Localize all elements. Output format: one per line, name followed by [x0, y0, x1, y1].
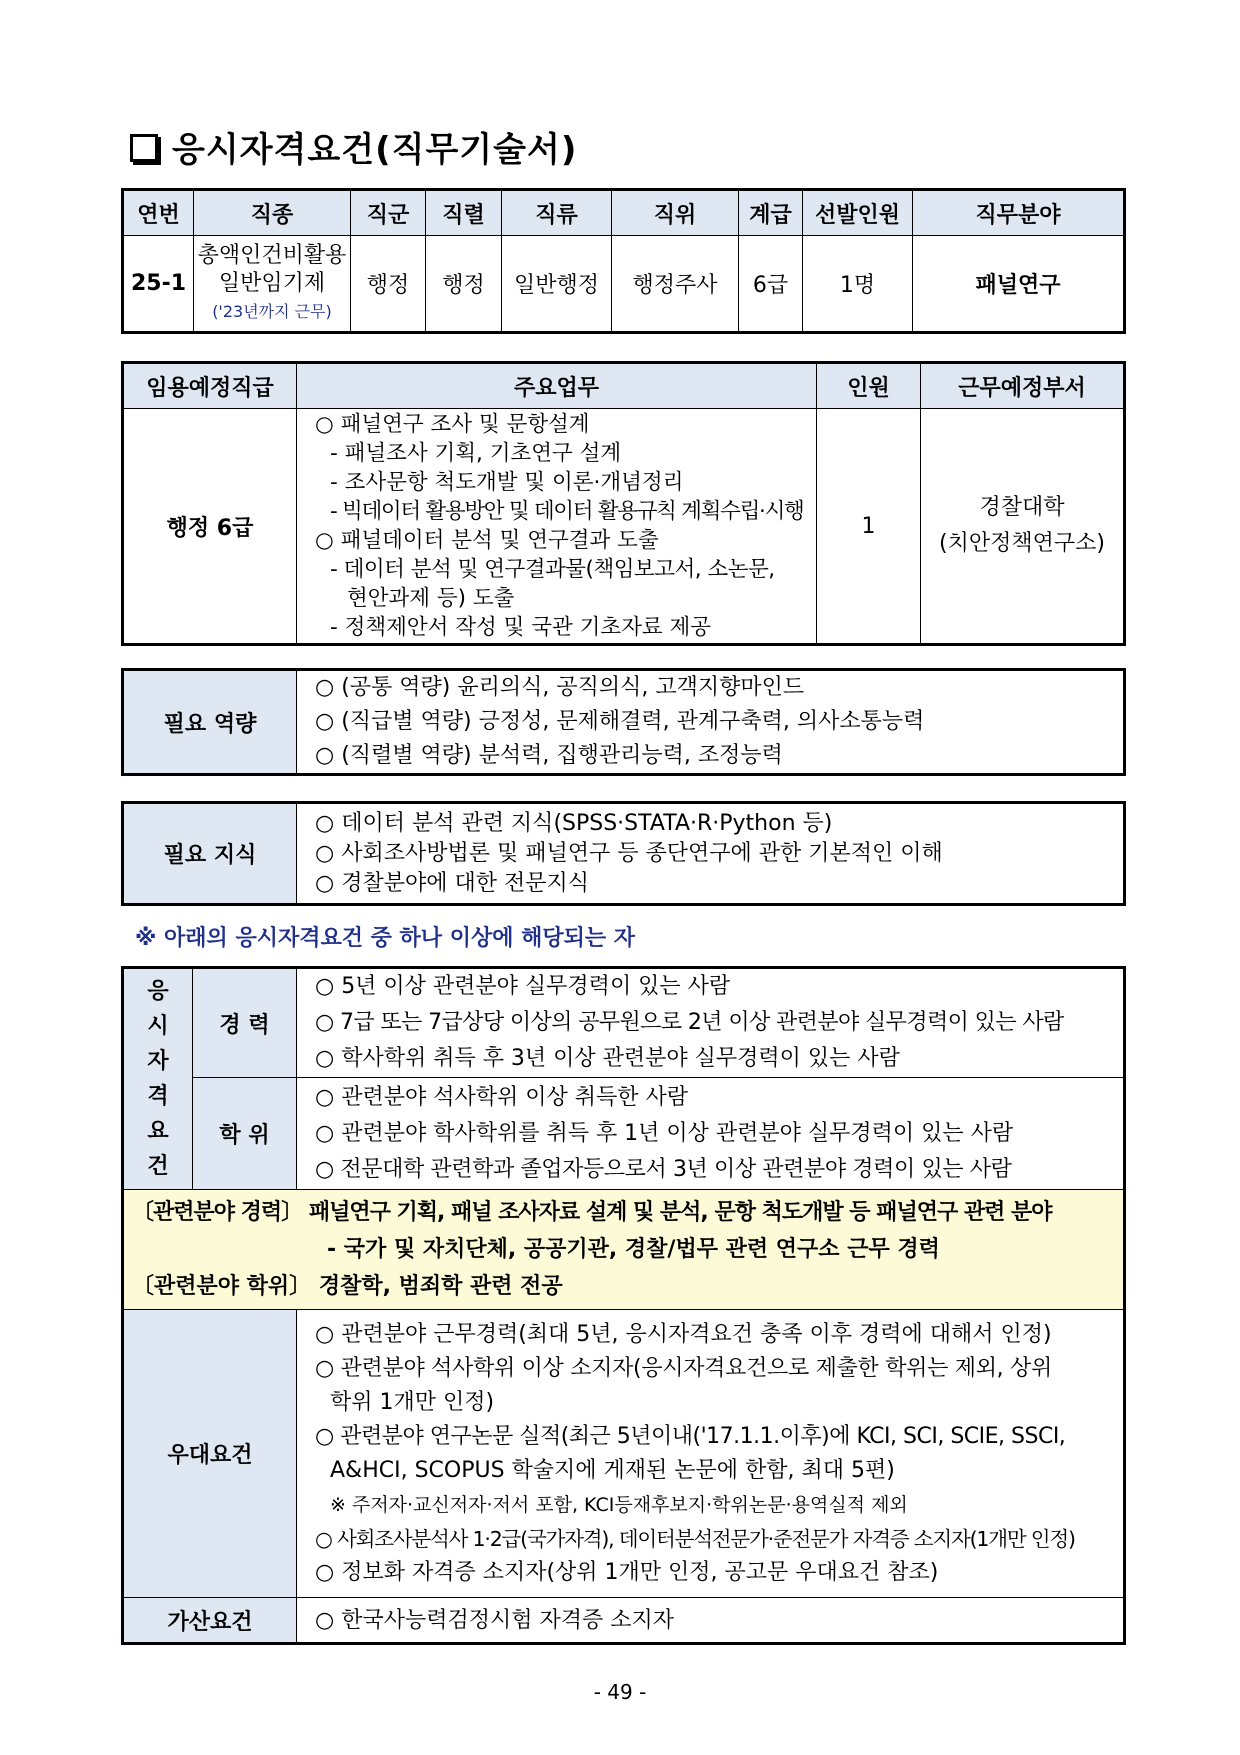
type-line3: ('23년까지 근무) — [212, 301, 332, 321]
cell-field: 패널연구 — [913, 236, 1125, 333]
list-item: A&HCI, SCOPUS 학술지에 게재된 논문에 한함, 최대 5편) — [330, 1457, 895, 1483]
list-item: ○ 한국사능력검정시험 자격증 소지자 — [315, 1607, 674, 1633]
cell-position: 행정주사 — [612, 236, 739, 333]
cell-count: 1명 — [803, 236, 913, 333]
cell-series: 행정 — [426, 236, 502, 333]
degree-list — [297, 1078, 1125, 1190]
list-item: ○ 패널연구 조사 및 문항설계 — [315, 412, 590, 437]
type-line1: 총액인건비활용 — [197, 242, 347, 268]
duties-list — [297, 409, 817, 645]
related-career: 〔관련분야 경력〕 패널연구 기획, 패널 조사자료 설계 및 분석, 문항 척도개발 등 패널연구 관련 분야 — [132, 1200, 1052, 1225]
list-item: - 조사문항 척도개발 및 이론·개념정리 — [330, 470, 684, 495]
dept-line2: (치안정책연구소) — [939, 531, 1105, 556]
bonus-list — [297, 1598, 1125, 1644]
qualification-side-label — [123, 968, 193, 1190]
list-item: ○ 관련분야 석사학위 이상 취득한 사람 — [315, 1084, 688, 1110]
col-header-appoint-grade: 임용예정직급 — [123, 363, 297, 409]
list-item: ○ (공통 역량) 윤리의식, 공직의식, 고객지향마인드 — [315, 675, 805, 700]
position-table — [121, 188, 1126, 334]
list-item: ○ 정보화 자격증 소지자(상위 1개만 인정, 공고문 우대요건 참조) — [315, 1559, 939, 1585]
page-title — [130, 122, 577, 171]
cell-appoint-grade: 행정 6급 — [123, 409, 297, 645]
competency-list — [297, 670, 1125, 775]
col-header-duties: 주요업무 — [297, 363, 817, 409]
side-char: 응 — [147, 979, 169, 1004]
dept-line1: 경찰대학 — [979, 495, 1065, 520]
page-number: - 49 - — [593, 1680, 647, 1704]
degree-label: 학 위 — [193, 1078, 297, 1190]
cell-headcount: 1 — [817, 409, 921, 645]
side-char: 자 — [147, 1049, 169, 1074]
duties-table — [121, 361, 1126, 646]
list-item: 학위 1개만 인정) — [330, 1389, 495, 1415]
career-list — [297, 968, 1125, 1078]
preference-label: 우대요건 — [123, 1310, 297, 1598]
cell-type — [194, 236, 351, 333]
list-item: - 데이터 분석 및 연구결과물(책임보고서, 소논문, — [330, 557, 775, 582]
col-header-no: 연번 — [123, 190, 194, 236]
col-header-count: 선발인원 — [803, 190, 913, 236]
list-item: ○ 관련분야 석사학위 이상 소지자(응시자격요건으로 제출한 학위는 제외, 상위 — [315, 1355, 1052, 1381]
col-header-class: 직류 — [502, 190, 612, 236]
list-item: ○ (직급별 역량) 긍정성, 문제해결력, 관계구축력, 의사소통능력 — [315, 709, 925, 734]
list-item: ○ 관련분야 연구논문 실적(최근 5년이내('17.1.1.이후)에 KCI, SCI, SCIE, SSCI, — [315, 1423, 1066, 1449]
side-char: 요 — [147, 1119, 169, 1144]
related-career-detail: - 국가 및 자치단체, 공공기관, 경찰/법무 관련 연구소 근무 경력 — [327, 1237, 940, 1262]
page-title-text: 응시자격요건(직무기술서) — [172, 130, 578, 170]
list-item: ○ 데이터 분석 관련 지식(SPSS·STATA·R·Python 등) — [315, 810, 833, 836]
cell-no: 25-1 — [123, 236, 194, 333]
side-char: 시 — [147, 1014, 169, 1039]
col-header-series: 직렬 — [426, 190, 502, 236]
side-char: 격 — [147, 1084, 169, 1109]
cell-group: 행정 — [351, 236, 426, 333]
list-item: 현안과제 등) 도출 — [347, 586, 515, 611]
qualification-table — [121, 966, 1126, 1645]
list-item: - 패널조사 기획, 기초연구 설계 — [330, 441, 622, 466]
qualification-note: ※ 아래의 응시자격요건 중 하나 이상에 해당되는 자 — [135, 926, 636, 951]
competency-label: 필요 역량 — [123, 670, 297, 775]
col-header-position: 직위 — [612, 190, 739, 236]
list-item: ○ 관련분야 학사학위를 취득 후 1년 이상 관련분야 실무경력이 있는 사람 — [315, 1120, 1014, 1146]
list-item: ○ 학사학위 취득 후 3년 이상 관련분야 실무경력이 있는 사람 — [315, 1046, 900, 1071]
list-item: - 빅데이터 활용방안 및 데이터 활용규칙 계획수립·시행 — [330, 499, 804, 524]
list-item: ○ (직렬별 역량) 분석력, 집행관리능력, 조정능력 — [315, 743, 783, 768]
col-header-group: 직군 — [351, 190, 426, 236]
list-item: - 정책제안서 작성 및 국관 기초자료 제공 — [330, 615, 712, 640]
list-item: ○ 사회조사분석사 1·2급(국가자격), 데이터분석전문가·준전문가 자격증 소지자(1개만 인정) — [315, 1526, 1075, 1551]
side-char: 건 — [147, 1154, 169, 1179]
career-label: 경 력 — [193, 968, 297, 1078]
type-line2: 일반임기제 — [218, 270, 326, 296]
related-degree: 〔관련분야 학위〕 경찰학, 범죄학 관련 전공 — [132, 1274, 563, 1299]
col-header-dept: 근무예정부서 — [921, 363, 1125, 409]
competency-table — [121, 668, 1126, 776]
related-field-box — [123, 1190, 1125, 1310]
knowledge-table — [121, 801, 1126, 906]
col-header-headcount: 인원 — [817, 363, 921, 409]
cell-dept — [921, 409, 1125, 645]
list-item: ○ 사회조사방법론 및 패널연구 등 종단연구에 관한 기본적인 이해 — [315, 840, 943, 866]
checkbox-square-icon — [130, 134, 158, 162]
list-item: ○ 관련분야 근무경력(최대 5년, 응시자격요건 충족 이후 경력에 대해서 인정) — [315, 1321, 1052, 1347]
bonus-label: 가산요건 — [123, 1598, 297, 1644]
col-header-field: 직무분야 — [913, 190, 1125, 236]
list-item: ○ 7급 또는 7급상당 이상의 공무원으로 2년 이상 관련분야 실무경력이 있는 사람 — [315, 1010, 1064, 1035]
preference-list — [297, 1310, 1125, 1598]
col-header-grade: 계급 — [739, 190, 803, 236]
list-item: ○ 5년 이상 관련분야 실무경력이 있는 사람 — [315, 974, 731, 999]
cell-class: 일반행정 — [502, 236, 612, 333]
list-item: ※ 주저자·교신저자·저서 포함, KCI등재후보지·학위논문·용역실적 제외 — [330, 1493, 908, 1516]
col-header-type: 직종 — [194, 190, 351, 236]
list-item: ○ 전문대학 관련학과 졸업자등으로서 3년 이상 관련분야 경력이 있는 사람 — [315, 1156, 1012, 1182]
list-item: ○ 패널데이터 분석 및 연구결과 도출 — [315, 528, 659, 553]
knowledge-label: 필요 지식 — [123, 803, 297, 905]
knowledge-list — [297, 803, 1125, 905]
cell-grade: 6급 — [739, 236, 803, 333]
list-item: ○ 경찰분야에 대한 전문지식 — [315, 870, 589, 896]
